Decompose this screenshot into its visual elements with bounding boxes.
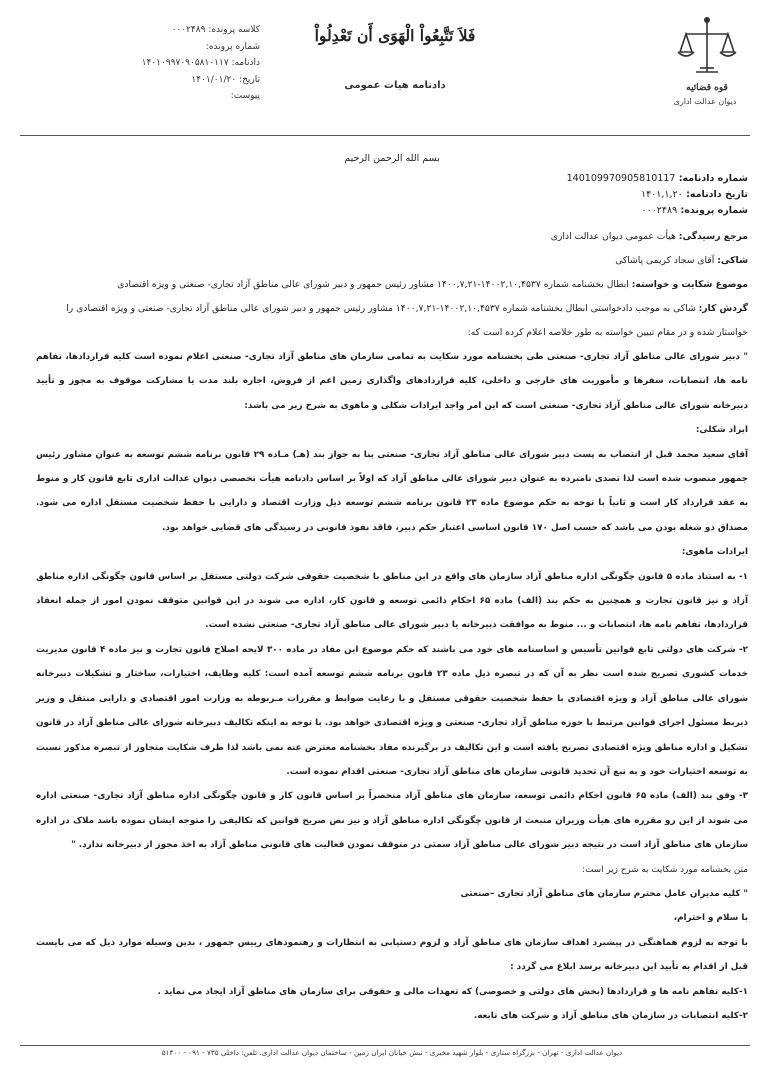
authority-line: مرجع رسیدگی: هیأت عمومی دیوان عدالت اداری xyxy=(550,231,748,242)
subject-line: موضوع شکایت و خواسته: ابطال بخشنامه شماره ۱۴۰۰۲,۱۰,۴۵۳۷-۱۴۰۰,۷,۲۱ مشاور رئیس جمهور و دبیر شورای عالی مناطق آزاد تجاری- صنعتی و ویژه اقتصادی xyxy=(117,279,748,290)
paragraph: ۱- به استناد ماده ۵ قانون چگونگی اداره مناطق آزاد سازمان های واقع در این مناطق با شخصیت حقوقی شرکت دولتی مستقل بر اساس قانون چگونگی اداره مناطق آزاد و نیز قانون تجارت و همچنین به حکم بند (الف) ماده ۶۵ احکام دائمی توسعه و قانون کار، اداره می شوند در این قوانین متوقف نمودن امور از جمله انعقاد قراردادها، تفاهم نامه ها، انتصابات و ... منوط به موافقت دبیرخانه یا دبیر شورای عالی مناطق آزاد تجاری- صنعتی نشده است. xyxy=(36,571,748,631)
paragraph: ۳- وفق بند (الف) ماده ۶۵ قانون احکام دائمی توسعه، سازمان های مناطق آزاد منحصراً بر اساس قانون کار و قانون چگونگی اداره مناطق آزاد تجاری- صنعتی اداره می شوند از این رو مقرره های هیأت وزیران منبعث از قانون چگونگی اداره مناطق آزاد و نیز نص صریح قوانین که تکالیفی را متوجه ایشان نموده باشد ملاک در اداره سازمان های مناطق آزاد است در نتیجه دبیر شورای عالی مناطق آزاد سمتی در متوقف نمودن فعالیت های قانونی مناطق آزاد به اخذ مجوز از دبیرخانه ندارد. " xyxy=(36,791,748,851)
case-meta-block xyxy=(70,22,260,105)
paragraph: ۱-کلیه تفاهم نامه ها و قراردادها (بخش های دولتی و خصوصی) که تعهدات مالی و حقوقی برای سازمان های مناطق آزاد ایجاد می نماید . xyxy=(157,986,748,997)
document-body xyxy=(36,150,748,1028)
plaintiff-line: شاکی: آقای سجاد کریمی پاشاکی xyxy=(615,255,748,266)
meta-row: دادنامه: ۱۴۰۱۰۹۹۷۰۹۰۵۸۱۰۱۱۷ xyxy=(141,58,260,69)
footer-divider xyxy=(20,1045,750,1046)
meta-row: پیوست: xyxy=(230,91,260,102)
meta-row: کلاسه پرونده: ۰۰۰۲۴۸۹ xyxy=(171,25,260,35)
logo-subtext: دیوان عدالت اداری xyxy=(673,97,737,106)
meta-row: شماره پرونده: xyxy=(205,41,260,52)
info-row: شماره دادنامه: 140109970905810117 xyxy=(566,173,748,184)
process-line: گردش کار: شاکی به موجب دادخواستی ابطال بخشنامه شماره ۱۴۰۰۲,۱۰,۴۵۳۷-۱۴۰۰,۷,۲۱ مشاور رئیس جمهور و دبیر شورای عالی مناطق آزاد تجاری- صنعتی و ویژه اقتصادی را خواستار شده و در مقام تبیین خواسته به طور خلاصه اعلام کرده است که: xyxy=(66,303,748,338)
paragraph: ۲-کلیه انتصابات در سازمان های مناطق آزاد و شرکت های تابعه. xyxy=(473,1010,748,1021)
decision-info xyxy=(36,171,748,219)
document-subtitle: دادنامه هیات عمومی xyxy=(344,80,446,91)
paragraph: آقای سعید محمد قبل از انتصاب به پست دبیر شورای عالی مناطق آزاد تجاری- صنعتی بنا به جواز بند (هـ) مـاده ۲۹ قانون برنامه ششم توسعه به عنوان مشاور رئیس جمهور منصوب شده است لذا تصدی نامبرده به عنوان دبیر شورای عالی مناطق آزاد که اولاً بر اساس دادنامه هیأت تخصصی دیوان عدالت اداری تابع قانون کار و منوط به عقد قرارداد کار است و ثانیاً با توجه به حکم موضوع ماده ۲۳ قانون برنامه ششم توسعه ذیل وزارت اقتصاد و دارایی با حفظ شخصیت مستقل اداره می شود. مصداق دو شغله بودن می باشد که حسب اصل ۱۷۰ قانون اساسی اعتبار حکم دبیر، فاقد نفوذ قانونی در رسیدگی های قضایی خواهد بود. xyxy=(36,449,749,533)
paragraph: متن بخشنامه مورد شکایت به شرح زیر است: xyxy=(582,864,748,875)
info-row: شماره پرونده: ۰۰۰۲۴۸۹ xyxy=(641,205,748,216)
paragraph-heading: ایراد شکلی: xyxy=(695,425,748,436)
quran-motto: فَلاَ تَتَّبِعُواْ الْهَوَى أَن تَعْدِلُواْ xyxy=(314,26,476,45)
paragraph: ۲- شرکت های دولتی تابع قوانین تأسیس و اساسنامه های خود می باشند که حکم موضوع این مفاد در ماده ۳۰۰ لایحه اصلاح قانون تجارت و نیز ماده ۴ قانون مدیریت خدمات کشوری تصریح شده است نظر به آن که در تبصره ذیل ماده ۲۳ قانون برنامه ششم توسعه آمده است: کلیه وظایف، اختیارات، ساختار و تشکیلات دبیرخانه شورای عالی مناطق آزاد و ویژه اقتصادی با حفظ شخصیت حقوقی مستقل و با رعایت ضوابط و مقررات مـربوطه به وزارت امور اقتصادی و دارایی منتقل و وزیر ذیربط مسئول اجرای قوانین مرتبط با حوزه مناطق آزاد تجاری- صنعتی و ویژه اقتصادی خواهد بود. با توجه به اینکه تکالیف دبیرخانه شورای عالی مناطق آزاد در قانون تشکیل و اداره مناطق ویژه اقتصادی تصریح یافته است و این تکالیف در برگیرنده مفاد بخشنامه معترض عنه نمی باشد لذا طرف شکایت متجاوز از تبصره مذکور نسبت به توسعه اختیارات خود و به تبع آن تحدید قانونی سازمان های مناطق آزاد تجاری- صنعتی اقدام نموده است. xyxy=(36,644,748,777)
paragraph: با سلام و احترام، xyxy=(673,913,748,924)
basmala: بسم الله الرحمن الرحیم xyxy=(344,153,440,164)
paragraph-heading: ایرادات ماهوی: xyxy=(681,547,748,558)
paragraph: " دبیر شورای عالی مناطق آزاد تجاری- صنعتی طی بخشنامه مورد شکایت به تمامی سازمان های مناطق آزاد تجاری- صنعتی اعلام نموده است کلیه قراردادها، تفاهم نامه ها، انتصابات، سفرها و مأموریت های خارجی و داخلی، کلیه قراردادهای واگذاری زمین اعم از فروش، اجاره بلند مدت یا مشارکت موقوف به مجوز و تأیید دبیرخانه شورای عالی مناطق آزاد تجاری- صنعتی است که این امر واجد ایرادات شکلی و ماهوی به شرح زیر می باشد: xyxy=(36,352,748,411)
letterhead xyxy=(0,0,765,110)
logo-text: قوه قضائیه xyxy=(686,83,728,93)
paragraph: " کلیه مدیران عامل محترم سازمان های مناطق آزاد تجاری –صنعتی xyxy=(460,888,748,899)
meta-row: تاریخ: ۱۴۰۱/۰۱/۲۰ xyxy=(191,74,260,85)
header-divider xyxy=(20,135,750,136)
complaint-text xyxy=(36,345,748,1028)
info-row: تاریخ دادنامه: ۱۴۰۱,۱,۲۰ xyxy=(641,189,748,200)
footer-address: دیوان عدالت اداری - تهران - بزرگراه ستاری - بلوار شهید مخبری - نبش خیابان ایران زمین - ساختمان دیوان عدالت اداری. تلفن: داخلی ۷۳۵ - ۰۹۱ - ۵۱۴۰۰ xyxy=(161,1048,623,1057)
paragraph: با توجه به لزوم هماهنگی در پیشبرد اهداف سازمان های مناطق آزاد و لزوم دستیابی به انتظارات و رهنمودهای رییس جمهور ، بدین وسیله موارد ذیل که می بایست قبل از اقدام به تأیید این دبیرخانه برسد ابلاغ می گردد : xyxy=(36,937,748,973)
